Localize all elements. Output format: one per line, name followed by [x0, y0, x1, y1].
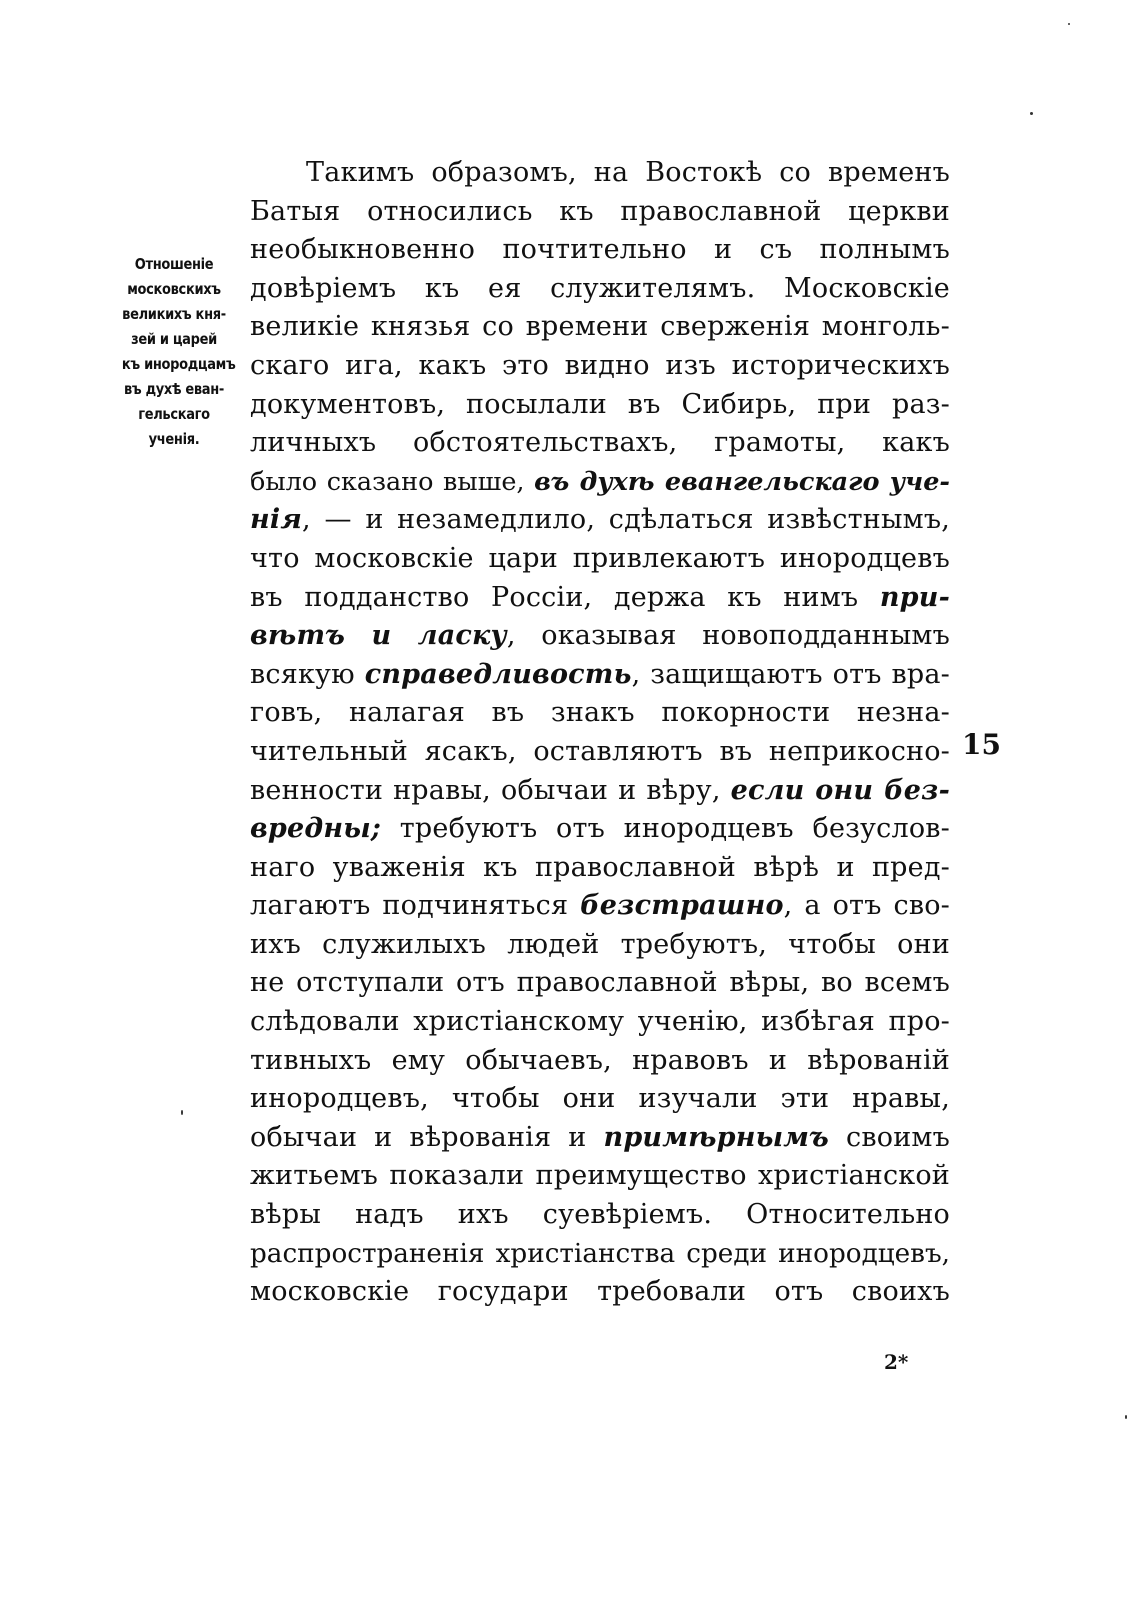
text-segment: лагаютъ подчиняться — [250, 890, 581, 922]
emphasis-segment: примѣрнымъ — [603, 1121, 829, 1153]
text-line — [250, 193, 950, 232]
text-line — [250, 1042, 950, 1081]
text-segment: наго уваженія къ православной вѣрѣ и пред- — [250, 851, 950, 883]
text-segment: московскіе государи требовали отъ своихъ — [250, 1276, 950, 1308]
text-line — [250, 1157, 950, 1196]
margin-note-line: великихъ кня- — [122, 305, 226, 323]
text-line — [250, 887, 950, 926]
margin-note-line: зей и царей — [131, 330, 217, 348]
text-segment: житьемъ показали преимущество христіанской — [250, 1160, 950, 1192]
text-segment: скаго ига, какъ это видно изъ историческихъ — [250, 349, 950, 381]
text-line — [250, 386, 950, 425]
text-segment: всякую — [250, 658, 365, 690]
print-speck — [1125, 1415, 1127, 1419]
margin-note-line: къ инородцамъ — [121, 355, 236, 373]
emphasis-segment: безстрашно — [580, 890, 784, 922]
text-line — [250, 810, 950, 849]
emphasis-segment: при- — [879, 581, 950, 613]
text-segment: вѣры надъ ихъ суевѣріемъ. Относительно — [250, 1199, 950, 1231]
text-line — [250, 772, 950, 811]
text-line — [250, 540, 950, 579]
text-segment: инородцевъ, чтобы они изучали эти нравы, — [250, 1083, 950, 1115]
text-segment: , а отъ сво- — [783, 890, 950, 922]
text-segment: личныхъ обстоятельствахъ, грамоты, какъ — [250, 427, 950, 459]
text-segment: Такимъ образомъ, на Востокѣ со временъ — [306, 157, 950, 188]
text-segment: , — и незамедлило, сдѣлаться извѣстнымъ, — [302, 504, 950, 536]
print-speck — [181, 1110, 183, 1115]
text-line — [250, 656, 950, 695]
margin-note-line: московскихъ — [127, 280, 221, 298]
text-line — [250, 1003, 950, 1042]
text-line — [250, 1080, 950, 1119]
text-line — [250, 617, 950, 656]
text-segment: слѣдовали христіанскому ученію, избѣгая про- — [250, 1006, 950, 1038]
text-line — [250, 849, 950, 888]
text-line — [250, 694, 950, 733]
margin-note-line: ученія. — [148, 430, 200, 448]
text-line — [250, 1196, 950, 1235]
emphasis-segment: если они без- — [730, 774, 950, 806]
text-line — [250, 463, 950, 502]
text-segment: было сказано выше, — [250, 466, 535, 497]
text-line — [250, 1119, 950, 1158]
text-segment: необыкновенно почтительно и съ полнымъ — [250, 234, 950, 266]
text-segment: требуютъ отъ инородцевъ безуслов- — [381, 813, 950, 845]
emphasis-segment: вредны; — [250, 813, 382, 845]
text-segment: , оказывая новоподданнымъ — [506, 620, 950, 652]
margin-note-line: гельскаго — [138, 405, 210, 423]
margin-note-line: Отношеніе — [134, 255, 214, 273]
text-segment: тивныхъ ему обычаевъ, нравовъ и вѣрованій — [250, 1044, 950, 1076]
emphasis-segment: вѣтъ и ласку — [250, 620, 507, 652]
text-segment: распространенія христіанства среди инородцевъ, — [250, 1238, 950, 1269]
text-line — [250, 1235, 950, 1274]
text-line — [250, 424, 950, 463]
text-line — [250, 231, 950, 270]
margin-note — [112, 252, 236, 452]
text-segment: великіе князья со времени сверженія монголь- — [250, 311, 950, 343]
page-number: 15 — [962, 728, 1001, 761]
text-line — [250, 347, 950, 386]
text-segment: говъ, налагая въ знакъ покорности незна- — [250, 697, 950, 729]
text-line — [250, 501, 950, 540]
text-segment: своимъ — [829, 1121, 950, 1153]
text-line — [250, 154, 950, 193]
text-segment: обычаи и вѣрованія и — [250, 1121, 604, 1153]
emphasis-segment: нія — [250, 504, 303, 536]
text-segment: чительный ясакъ, оставляютъ въ неприкосно- — [250, 735, 950, 767]
signature-mark: 2* — [884, 1350, 909, 1374]
text-segment: въ подданство Россіи, держа къ нимъ — [250, 581, 880, 613]
text-line — [250, 270, 950, 309]
text-segment: что московскіе цари привлекаютъ инородцевъ — [250, 542, 950, 574]
margin-note-line: въ духѣ еван- — [124, 380, 224, 398]
text-line — [250, 733, 950, 772]
text-line — [250, 308, 950, 347]
text-line — [250, 926, 950, 965]
emphasis-segment: справедливость — [364, 658, 632, 690]
text-line — [250, 579, 950, 618]
text-segment: , защищаютъ отъ вра- — [631, 658, 950, 690]
text-segment: ихъ служилыхъ людей требуютъ, чтобы они — [250, 928, 950, 960]
emphasis-segment: въ духѣ евангельскаго уче- — [534, 466, 950, 497]
text-segment: не отступали отъ православной вѣры, во всемъ — [250, 967, 950, 999]
text-segment: документовъ, посылали въ Сибирь, при раз- — [250, 388, 950, 420]
print-speck — [1068, 23, 1070, 25]
text-segment: Батыя относились къ православной церкви — [250, 195, 950, 227]
print-speck — [1030, 112, 1033, 115]
text-segment: венности нравы, обычаи и вѣру, — [250, 774, 731, 806]
text-line — [250, 964, 950, 1003]
text-segment: довѣріемъ къ ея служителямъ. Московскіе — [250, 272, 950, 304]
body-text — [250, 154, 950, 1312]
text-line — [250, 1273, 950, 1312]
